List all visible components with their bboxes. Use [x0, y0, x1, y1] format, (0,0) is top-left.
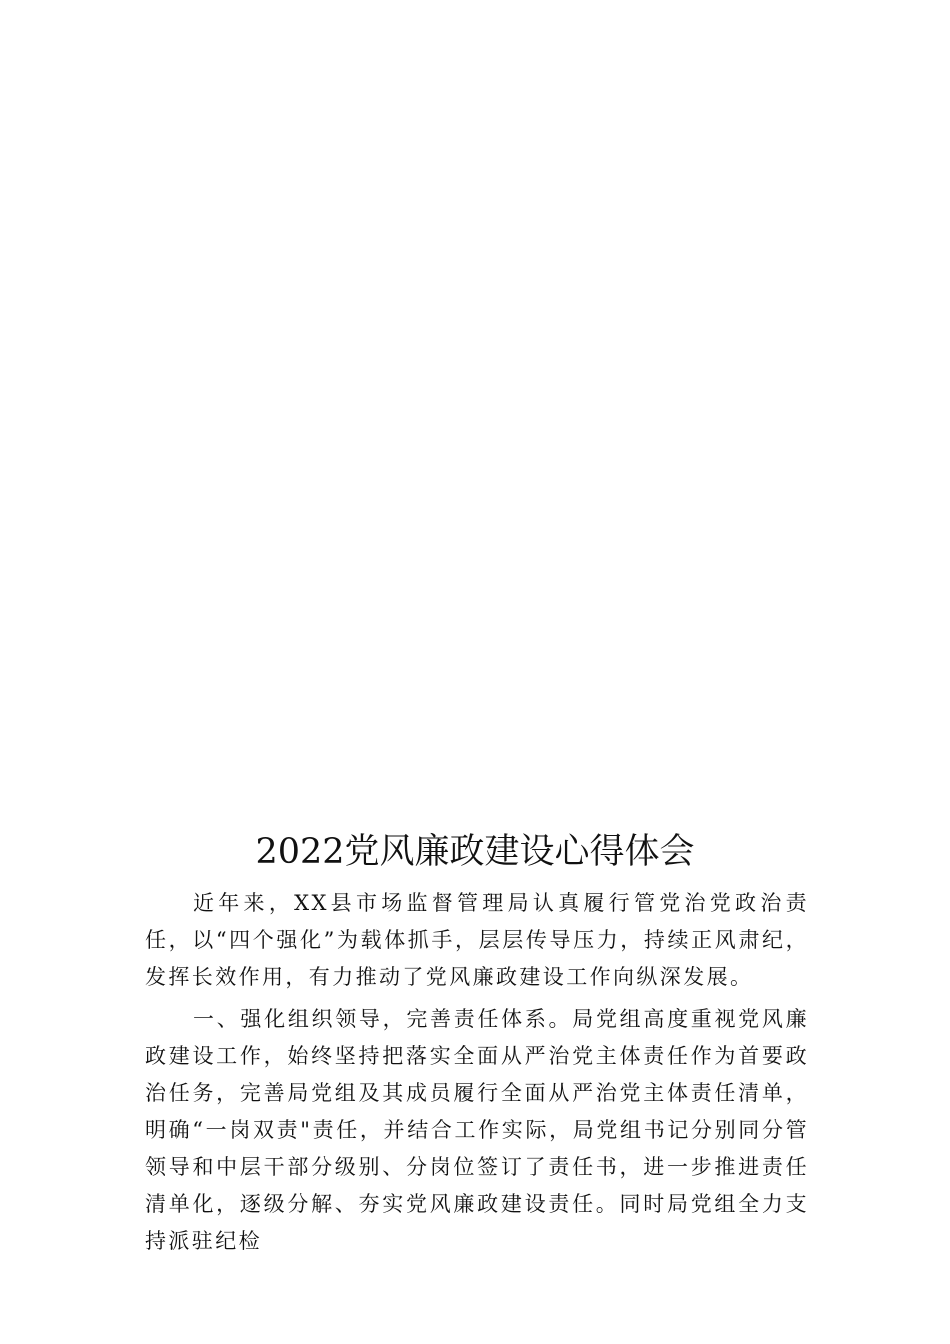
- document-body: [145, 885, 809, 1265]
- document-title: 2022党风廉政建设心得体会: [255, 832, 695, 872]
- paragraph-section-one: 一、强化组织领导，完善责任体系。局党组高度重视党风廉政建设工作，始终坚持把落实全面从严治党主体责任作为首要政治任务，完善局党组及其成员履行全面从严治党主体责任清单，明确“一岗双责"责任，并结合工作实际，局党组书记分别同分管领导和中层干部分级别、分岗位签订了责任书，进一步推进责任清单化，逐级分解、夯实党风廉政建设责任。同时局党组全力支持派驻纪检: [145, 1007, 809, 1253]
- paragraph-intro: 近年来，XX县市场监督管理局认真履行管党治党政治责任，以“四个强化”为载体抓手，层层传导压力，持续正风肃纪，发挥长效作用，有力推动了党风廉政建设工作向纵深发展。: [145, 891, 809, 989]
